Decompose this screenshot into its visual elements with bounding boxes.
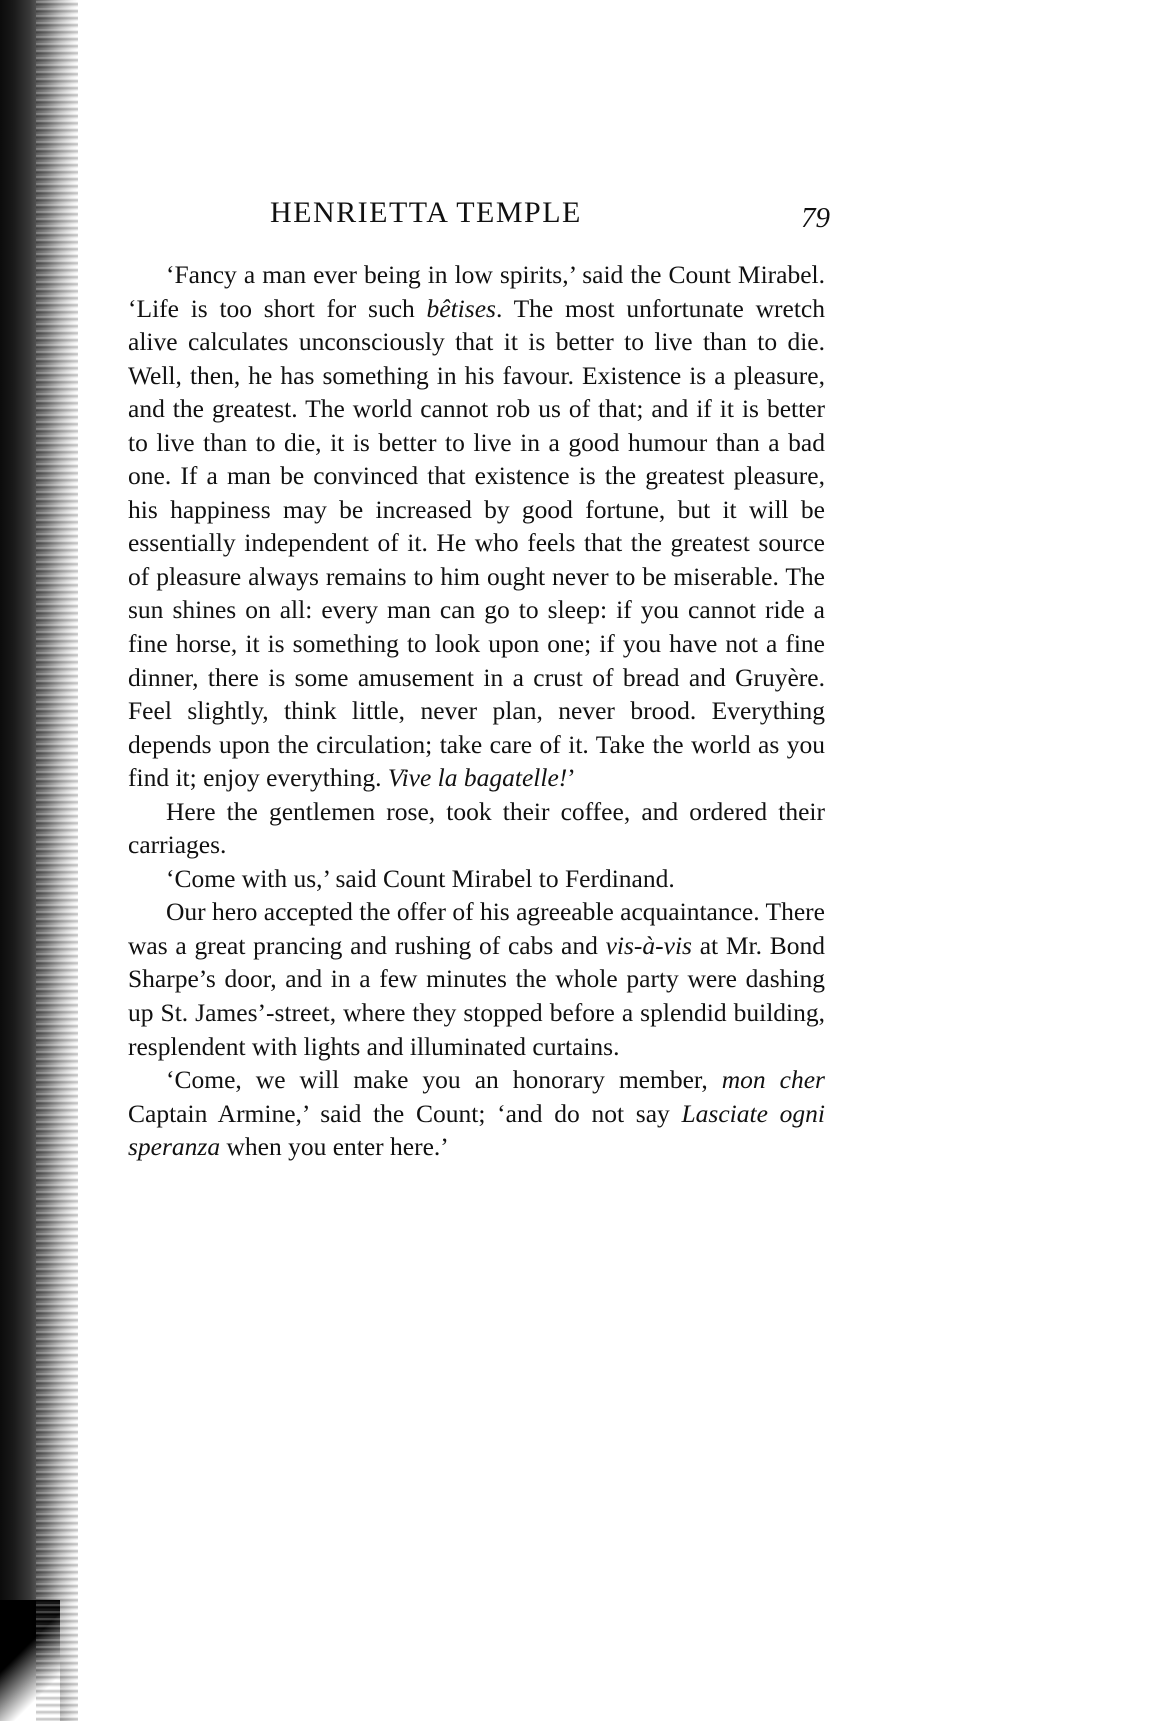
text-run: when you enter here.’ [220,1132,449,1162]
text-run: Our hero accepted the offer of his agreeable acquaintance. There was a great prancing and rushing of cabs and [128,897,825,960]
paragraph-our-hero [128,895,825,1063]
body-text [128,258,825,1164]
text-run: Captain Armine,’ said the Count; ‘and do not say [128,1098,682,1128]
italic-vis-a-vis: vis-à-vis [605,930,692,960]
binding-gutter-shadow [0,0,78,1721]
text-run: . The most unfortunate wretch alive calculates unconsciously that it is better to live than to die. Well, then, he has something in his favour. Existence is a pleasure, and the greatest. The world cannot rob us of that; and if it is better to live than to die, it is better to live in a good humour than a bad one. If a man be convinced that existence is the greatest pleasure, his happiness may be increased by good fortune, but it will be essentially independent of it. He who feels that the greatest source of pleasure always remains to him ought never to be miserable. The sun shines on all: every man can go to sleep: if you cannot ride a fine horse, it is something to look upon one; if you have not a fine dinner, there is some amusement in a crust of bread and Gruyère. Feel slightly, think little, never plan, never brood. Everything depends upon the circulation; take care of it. Take the world as you find it; enjoy everything. [128,293,826,793]
italic-lasciate-ogni-speranza: Lasciate ogni speranza [128,1098,825,1162]
italic-betises: bêtises [426,293,496,323]
binding-gutter-corner [0,1600,60,1721]
paragraph-gentlemen-rose: Here the gentlemen rose, took their coffee, and ordered their carriages. [128,796,825,860]
paragraph-come-with-us: ‘Come with us,’ said Count Mirabel to Ferdinand. [166,863,675,893]
italic-vive-la-bagatelle: Vive la bagatelle! [387,763,568,793]
paragraph-count-speech [128,258,825,795]
text-run: ’ [567,763,576,793]
running-header [130,196,830,236]
page-number: 79 [801,202,830,234]
italic-mon-cher: mon cher [721,1065,825,1095]
paragraph-honorary-member [128,1063,825,1164]
text-run: ‘Fancy a man ever being in low spirits,’ said the Count Mirabel. ‘Life is too short for such [128,260,825,323]
running-title: HENRIETTA TEMPLE [270,196,582,229]
text-run: ‘Come, we will make you an honorary member, [166,1065,722,1095]
text-run: at Mr. Bond Sharpe’s door, and in a few minutes the whole party were dashing up St. James’-street, where they stopped before a splendid building, resplendent with lights and illuminated curtains. [128,930,826,1061]
